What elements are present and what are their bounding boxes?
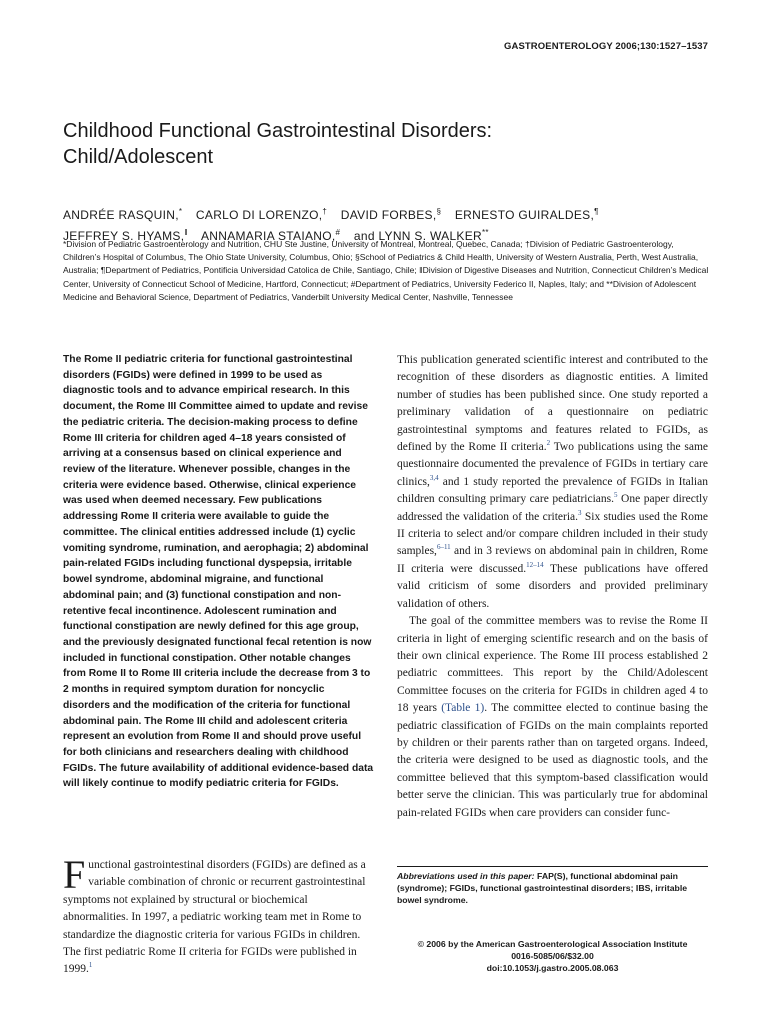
abbreviations-footnote (397, 870, 708, 906)
copyright-block (397, 938, 708, 974)
body-paragraph (397, 613, 708, 822)
body-text: These publications have offered valid criticism of some disorders and provided preliminary validation of others. (397, 562, 708, 610)
body-text: Six studies used the Rome II criteria to select and/or compare children included in their study samples, (397, 510, 708, 558)
title-line-2: Child/Adolescent (63, 146, 214, 168)
author-name: and LYNN S. WALKER (353, 229, 483, 243)
abbreviations-text: FAP(S), functional abdominal pain (syndrome); FGIDs, functional gastrointestinal disorders; IBS, irritable bowel syndrome. (397, 871, 688, 905)
affiliation-mark: # (335, 228, 341, 237)
author (63, 208, 182, 222)
reference-link[interactable]: 3 (578, 508, 582, 517)
reference-link[interactable]: 2 (546, 439, 551, 448)
reference-link[interactable]: 1 (88, 961, 93, 970)
body-text: One paper directly addressed the validation of the criteria. (397, 493, 708, 523)
table-1-link[interactable]: (Table 1) (441, 702, 485, 715)
intro-text: unctional gastrointestinal disorders (FGIDs) are defined as a variable combination of chronic or recurrent gastrointestinal symptoms not explained by structural or biochemical abnormalities. In 1997, a pediatric working team met in Rome to standardize the diagnostic criteria for various FGIDs in children. The first pediatric Rome II criteria for FGIDs were published in 1999. (63, 859, 366, 976)
author-name: ERNESTO GUIRALDES, (454, 208, 595, 222)
affiliation-mark: ‖ (184, 228, 188, 237)
affiliation-mark: § (436, 207, 442, 216)
author (455, 208, 599, 222)
body-text: The goal of the committee members was to revise the Rome II criteria in light of emerging scientific research and on the basis of their own clinical experience. The Rome III process established 2 pediatric committees. This report by the Child/Adolescent Committee focuses on the criteria for FGIDs in children aged 4 to 18 years (397, 615, 708, 715)
body-text: and in 3 reviews on abdominal pain in children, Rome II criteria were discussed. (397, 545, 708, 575)
right-column-body (397, 352, 708, 822)
body-text: and 1 study reported the prevalence of FGIDs in Italian children consulting primary care pediatricians. (397, 475, 708, 506)
affiliation-mark: ¶ (594, 207, 599, 216)
reference-link[interactable]: 5 (614, 491, 618, 500)
author (196, 208, 327, 222)
author-affiliations: *Division of Pediatric Gastroenterology and Nutrition, CHU Ste Justine, University of Montreal, Montreal, Quebec, Canada; †Division of Pediatric Gastroenterology, Children’s Hospital of Columbus, The Ohio State University, Columbus, Ohio; §School of Pediatrics & Child Health, University of Western Australia, Perth, West Australia, Australia; ¶Department of Pediatrics, Pontificia Universidad Catolica de Chile, Santiago, Chile; ‖Division of Digestive Diseases and Nutrition, Connecticut Children’s Medical Center, University of Connecticut School of Medicine, Hartford, Connecticut; #Department of Pediatrics, University Federico II, Naples, Italy; and **Division of Adolescent Medicine and Behavioral Science, Department of Pediatrics, Vanderbilt University Medical Center, Nashville, Tennessee (63, 239, 709, 302)
drop-cap: F (63, 852, 86, 897)
body-text: This publication generated scientific interest and contributed to the recognition of these disorders as diagnostic entities. A limited number of studies has been published since. One study reported a preliminary validation of a questionnaire on pediatric gastrointestinal symptoms and features related to FGIDs, as defined by the Rome II criteria. (397, 354, 708, 454)
author-name: ANNAMARIA STAIANO, (200, 229, 336, 243)
affiliation-mark: ** (482, 228, 489, 237)
body-paragraph (397, 352, 708, 613)
abstract: The Rome II pediatric criteria for functional gastrointestinal disorders (FGIDs) were defined in 1999 to be used as diagnostic tools and to advance empirical research. In this document, the Rome III Committee aimed to update and revise the pediatric criteria. The decision-making process to define Rome III criteria for children aged 4–18 years consisted of arriving at a consensus based on clinical experience and review of the literature. Whenever possible, changes in the criteria were evidence based. Otherwise, clinical experience was used when deemed necessary. Few publications addressing Rome II criteria were available to guide the committee. The clinical entities addressed include (1) cyclic vomiting syndrome, rumination, and aerophagia; 2) abdominal pain-related FGIDs including functional dyspepsia, irritable bowel syndrome, abdominal migraine, and functional abdominal pain; and (3) functional constipation and non-retentive fecal incontinence. Adolescent rumination and functional constipation are newly defined for this age group, and the previously designated functional fecal retention is now included in functional constipation. Other notable changes from Rome II to Rome III criteria include the decrease from 3 to 2 months in required symptom duration for noncyclic disorders and the modification of the criteria for functional abdominal pain. The Rome III child and adolescent criteria represent an evolution from Rome II and should prove useful for both clinicians and researchers dealing with childhood FGIDs. The future availability of additional evidence-based data will likely continue to modify pediatric criteria for FGIDs. (63, 354, 374, 790)
introduction-paragraph (63, 852, 374, 979)
reference-link[interactable]: 3,4 (429, 474, 439, 483)
author-name: DAVID FORBES, (340, 208, 437, 222)
copyright-line: © 2006 by the American Gastroenterological Association Institute (417, 939, 688, 949)
journal-citation-header: GASTROENTEROLOGY 2006;130:1527–1537 (504, 41, 708, 52)
author-name: JEFFREY S. HYAMS, (63, 229, 185, 243)
author-name: ANDRÉE RASQUIN, (63, 208, 179, 222)
article-title (63, 118, 703, 170)
body-text: Two publications using the same questionnaire documented the prevalence of FGIDs in tertiary care clinics, (397, 441, 708, 488)
issn-price: 0016-5085/06/$32.00 (511, 951, 594, 961)
affiliation-mark: † (322, 207, 328, 216)
body-text: . The committee elected to continue basing the pediatric classification of FGIDs on the main complaints reported by children or their parents rather than on targeted organs. Indeed, the criteria were designed to be used as diagnostic tools, and the committee believed that this symptom-based classification would better serve the clinician. This was particularly true for abdominal pain-related FGIDs when care providers can consider func- (397, 702, 708, 819)
reference-link[interactable]: 6–11 (436, 543, 451, 552)
footnote-divider (397, 866, 708, 867)
abbreviations-label: Abbreviations used in this paper: (397, 871, 535, 881)
author-name: CARLO DI LORENZO, (195, 208, 323, 222)
author (341, 208, 441, 222)
doi-link[interactable]: doi:10.1053/j.gastro.2005.08.063 (486, 963, 619, 973)
reference-link[interactable]: 12–14 (526, 561, 544, 570)
affiliation-mark: * (178, 207, 183, 216)
title-line-1: Childhood Functional Gastrointestinal Disorders: (63, 120, 493, 142)
